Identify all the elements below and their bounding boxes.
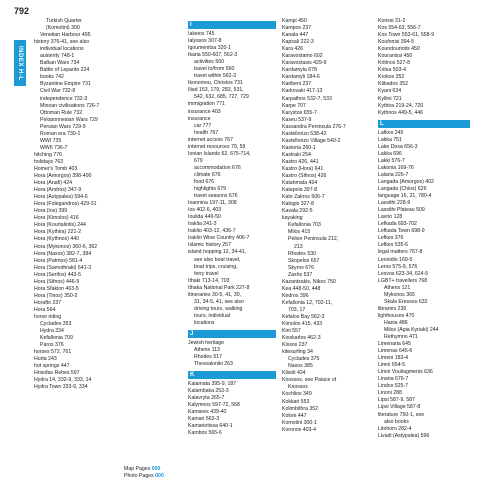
index-entry: Kampos 237 — [282, 25, 312, 32]
index-entry: libraries 236 — [378, 305, 407, 312]
index-entry: Rethymno 471 — [384, 334, 418, 341]
index-entry: Kastellorizo 538-42 — [282, 130, 327, 137]
index-entry: Kritsa 503-4 — [378, 67, 406, 74]
index-entry: Iraklia 241-3 — [188, 221, 217, 228]
map-pages-ref: Map Pages 000 — [124, 466, 161, 472]
index-entry: Kalymnos 597-72, 568 — [188, 402, 240, 409]
index-entry: Iakeios 745 — [188, 31, 215, 37]
index-entry: Kambos 565-6 — [188, 430, 222, 437]
index-entry: Paros 376 — [40, 342, 64, 349]
index-entry: kitesurfing 34 — [282, 349, 313, 356]
index-entry: Kyani 634 — [378, 88, 402, 95]
index-list-l — [378, 130, 470, 440]
index-entry: 703, 17 — [288, 306, 306, 313]
index-entry: see also boat travel, — [194, 256, 241, 263]
index-entry: Kardamyli 184-6 — [282, 74, 320, 81]
index-entry: Livadi (Astypalea) 596 — [378, 432, 430, 439]
index-entry: Lassithi Plateau 509 — [378, 207, 425, 214]
index-entry: 542, 632, 685, 727, 729 — [194, 94, 249, 101]
index-entry: Kefallonia 12, 702-11, — [282, 299, 333, 306]
index-entry: Kythira 219-24, 720 — [378, 102, 424, 109]
index-entry: Lavrio 128 — [378, 214, 403, 221]
index-entry: Kalamata 395-9, 187 — [188, 381, 237, 388]
index-entry: Lefkada Town 698-9 — [378, 228, 425, 235]
index-entry: Lesvos 623-34, 624-5 — [378, 270, 429, 277]
index-entry: Zaxhs 537 — [288, 271, 313, 278]
letter-heading-k: K — [188, 371, 276, 379]
index-entry: Kioskarlos 462-3 — [282, 335, 321, 342]
index-entry: Battle of Lepanto 224 — [40, 67, 90, 74]
index-entry: history 376-41, see also — [34, 39, 90, 46]
index-entry: Kefallonia 709 — [40, 335, 73, 342]
index-entry: Langada (Amorgos) 402 — [378, 178, 434, 185]
index-entry: Hora (Kythnos) 440 — [34, 236, 79, 243]
index-entry: Karavostasis 429-9 — [282, 60, 327, 67]
index-entry: Iliad 153, 179, 283, 531, — [188, 87, 244, 94]
index-entry: Kamares 439-40 — [188, 409, 227, 416]
index-entry: Kouranissi 450 — [378, 53, 413, 60]
index-entry: Hydra 334 — [40, 328, 64, 335]
index-entry: Lakka 751 — [378, 136, 402, 143]
index-entry: Kalavryta 265-7 — [188, 395, 225, 402]
index-entry: Kea 448-50, 448 — [282, 285, 321, 292]
index-entry: Milos 415 — [288, 229, 311, 236]
index-entry: Kritinos 527-8 — [378, 60, 411, 67]
index-side-tab: INDEX H-L — [14, 40, 26, 86]
index-entry: Linaria 676-7 — [378, 376, 409, 383]
index-entry: 31, 34-5, 41, see also — [194, 298, 244, 305]
index-entry: Hydra Town 333-9, 334 — [34, 384, 88, 391]
index-entry: Hrisofas Rehes 597 — [34, 370, 80, 377]
index-entry: Kalambaka 253-3 — [188, 388, 229, 395]
index-entry: Jewish heritage — [188, 339, 225, 346]
index-entry: Koloni 447 — [282, 412, 307, 419]
index-entry: Lafkos 245 — [378, 129, 404, 136]
index-entry: also books — [384, 418, 409, 425]
index-entry: horse riding — [34, 313, 62, 320]
index-list-j — [188, 340, 276, 368]
index-entry: Civil War 732-8 — [40, 88, 76, 95]
map-page-references — [124, 466, 164, 480]
index-entry: Limni 654-5 — [378, 362, 406, 369]
index-entry: Islamic history 257 — [188, 242, 231, 249]
index-entry: Kavala 292-5 — [282, 208, 313, 215]
index-entry: Hora (Andros) 347-9 — [34, 187, 82, 194]
index-entry: Turkish Quarter — [46, 18, 82, 24]
index-entry: Kastro (Hora) 641 — [282, 165, 324, 172]
index-entry: WWII 736-7 — [40, 144, 68, 151]
index-entry: Minoan civilisations 726-7 — [40, 102, 100, 109]
index-entry: Katapola 397-8 — [282, 187, 318, 194]
index-list-k-cont — [378, 18, 470, 117]
index-entry: Kardamyla 678 — [282, 67, 317, 74]
index-entry: food 676 — [194, 178, 215, 185]
index-entry: Limenas 645-6 — [378, 348, 413, 355]
index-entry: Milos (Agia Kyriaki) 244 — [384, 326, 439, 333]
index-entry: Athens 121 — [384, 284, 411, 291]
index-entry: Lakonia 169-76 — [378, 164, 414, 171]
index-entry: internet resources 79, 59 — [188, 143, 246, 150]
index-entry: Ithaki 713-14, 703 — [188, 277, 230, 284]
index-entry: Leros 575-9, 576 — [378, 263, 418, 270]
index-entry: Lindos 525-7 — [378, 383, 408, 390]
index-entry: Karpathos 532-7, 533 — [282, 95, 332, 102]
index-column-3 — [282, 18, 372, 434]
letter-heading-i: I — [188, 21, 276, 29]
index-entry: Ottoman Rule 732 — [40, 109, 83, 116]
index-entry: Kokkari 553 — [282, 398, 310, 405]
index-entry: Hora (Kourtaliotis) 244 — [34, 222, 86, 229]
index-entry: Kastoria 260-1 — [282, 144, 316, 151]
index-list-k — [188, 381, 276, 437]
index-entry: legal matters 767-8 — [378, 249, 423, 256]
index-entry: health 767 — [194, 129, 219, 136]
index-entry: Kos 554-63, 556-7 — [378, 25, 421, 32]
index-entry: WWI 735 — [40, 137, 62, 144]
index-entry: Hydra 14, 332-9, 333, 14 — [34, 377, 92, 384]
index-entry: Kaseu 537-9 — [282, 116, 312, 123]
index-entry: driving tours, walking — [194, 305, 243, 312]
index-entry: 213 — [294, 243, 303, 250]
index-entry: Korissi 31-2 — [378, 18, 406, 24]
index-entry: insurance 403 — [188, 108, 221, 115]
index-entry: Klisidi 424 — [282, 370, 306, 377]
index-column-1 — [34, 18, 170, 391]
index-entry: austerity 748-1 — [40, 53, 75, 60]
index-entry: Katogis 327-8 — [282, 201, 315, 208]
page-number: 792 — [14, 6, 30, 16]
index-entry: Kos Town 553-61, 558-9 — [378, 32, 435, 39]
index-entry: travel to/from 560 — [194, 66, 235, 73]
index-entry: Ios 402-6, 403 — [188, 207, 222, 214]
index-entry: Lefkada 693-702 — [378, 221, 417, 228]
letter-heading-j: J — [188, 330, 276, 338]
index-entry: Hora (Amorgos) 398-400 — [34, 173, 92, 180]
index-entry: Karavostamo 602 — [282, 53, 323, 60]
index-entry: books 742 — [40, 74, 64, 81]
index-entry: Homer's Tomb 403 — [34, 165, 78, 172]
index-entry: Krokos 352 — [378, 74, 405, 81]
index-entry: Ithaka National Park 227-8 — [188, 284, 250, 291]
index-entry: highlights 679 — [194, 186, 227, 193]
index-entry: holidays 763 — [34, 158, 64, 165]
index-entry: Balkan Wars 734 — [40, 60, 80, 67]
index-entry: Kazantzakis, Nikos 750 — [282, 278, 336, 285]
index-entry: Byzantine Empire 731 — [40, 81, 91, 88]
index-entry: Hora (Serifos) 443-5 — [34, 271, 81, 278]
index-entry: Kapsali 222-3 — [282, 39, 314, 46]
index-entry: Knossos — [288, 384, 308, 391]
index-entry: Persian Wars 729-9 — [40, 123, 86, 130]
index-entry: Kastellorizo Village 540-2 — [282, 137, 341, 144]
index-list-i — [188, 31, 276, 327]
index-entry: tours, individual — [194, 312, 231, 319]
index-entry: Iraklio 403-12, 436-7 — [188, 228, 236, 235]
index-entry: Hora (Naxos) 382-7, 384 — [34, 250, 92, 257]
index-entry: Hora (Samothraki) 641-3 — [34, 264, 92, 271]
index-entry: Skyros 676 — [288, 264, 314, 271]
index-entry: Lefkes 376 — [378, 235, 404, 242]
index-entry: Ioulida 449-50 — [188, 214, 221, 221]
index-entry: Kissos 237 — [282, 342, 308, 349]
index-entry: Ktikados 352 — [378, 81, 408, 88]
index-entry: Katahmata 424 — [282, 180, 318, 187]
index-entry: Ialyssos 307-8 — [188, 38, 222, 45]
index-entry: Athens 113 — [194, 347, 220, 354]
index-entry: Kyllini 721 — [378, 95, 402, 102]
index-entry: Kimolos 415, 433 — [282, 321, 323, 328]
index-entry: Kythnos 449-5, 446 — [378, 109, 423, 116]
index-entry: Knossos, see Palace of — [282, 377, 337, 384]
index-entry: Hora (Folegandros) 429-31 — [34, 201, 97, 208]
index-entry: hitching 776 — [34, 151, 62, 158]
index-entry: Ikaria 550-607, 562-3 — [188, 52, 238, 59]
index-entry: Rhodes 530 — [288, 250, 316, 257]
index-entry: Koundouriotis 450 — [378, 46, 420, 53]
index-entry: Kefallonia 703 — [288, 222, 321, 229]
index-entry: accommodation 676 — [194, 164, 241, 171]
index-entry: island hopping 12, 34-41, — [188, 249, 247, 256]
index-entry: Lipsi 587-9, 587 — [378, 397, 415, 404]
index-entry: Kastro (Sifnos) 426 — [282, 173, 327, 180]
index-entry: Komotini 300-1 — [282, 419, 317, 426]
index-entry: horses 572, 761 — [34, 349, 72, 356]
index-entry: Hora (Kimolos) 416 — [34, 215, 79, 222]
index-entry: car 777 — [194, 122, 212, 129]
index-entry: Koronos 403-4 — [282, 426, 317, 433]
index-entry: activities 560 — [194, 59, 224, 66]
index-entry: Hora (Astypalea) 594-6 — [34, 194, 88, 201]
index-entry: Kastro 426, 441 — [282, 158, 319, 165]
index-entry: Kastraki 254 — [282, 151, 311, 158]
index-entry: Rhodes 517 — [194, 354, 222, 361]
index-entry: Lakki 576-7 — [378, 157, 405, 164]
index-entry: Hora Sfakion 463-5 — [34, 285, 79, 292]
index-entry: Kato Zakros 506-7 — [282, 194, 325, 201]
index-entry: Kolimbithra 352 — [282, 405, 319, 412]
index-entry: Hania 486 — [384, 319, 408, 326]
index-entry: Venetian Harbour 495 — [40, 32, 91, 39]
index-entry: lighthouses 470 — [378, 312, 415, 319]
index-entry: climate 676 — [194, 171, 221, 178]
index-entry: immigration 771 — [188, 101, 225, 108]
index-entry: language 16, 21, 780-4 — [378, 193, 432, 200]
index-entry: Cyclades 375 — [288, 356, 320, 363]
index-entry: Hora (Kythira) 221-2 — [34, 229, 81, 236]
index-entry: Litohoro 282-4 — [378, 425, 412, 432]
index-entry: Kassandra Peninsula 276-7 — [282, 123, 346, 130]
index-entry: Kara 426 — [282, 46, 304, 53]
index-entry: Limenaria 645 — [378, 341, 411, 348]
index-entry: Kefalos Bay 562-3 — [282, 313, 325, 320]
index-entry: Hurta 243 — [34, 356, 57, 363]
index-entry: Ioannina 197-11, 308 — [188, 200, 237, 207]
index-entry: Karpe 707 — [282, 102, 306, 109]
index-entry: travel within 562-3 — [194, 73, 237, 80]
index-entry: Kanala 447 — [282, 32, 309, 39]
index-entry: Hora (Tinos) 350-2 — [34, 292, 78, 299]
index-entry: locations — [194, 319, 215, 326]
photo-pages-ref: Photo Pages 000 — [124, 473, 164, 479]
index-entry: Skala Eressou 632 — [384, 298, 428, 305]
index-entry: Kampi 450 — [282, 18, 307, 24]
index-entry: Iraklio Wine Country 406-7 — [188, 235, 250, 242]
index-entry: hot springs 447 — [34, 363, 70, 370]
index-entry: travel seasons 676 — [194, 193, 238, 200]
index-entry: Skopelos 657 — [288, 257, 320, 264]
index-entry: literature 750-1, see — [378, 411, 425, 418]
letter-heading-l: L — [378, 120, 470, 128]
index-entry: Kamari 563-3 — [188, 416, 220, 423]
index-entry: Hora 564 — [34, 306, 56, 313]
index-entry: Lakka 696 — [378, 150, 402, 157]
index-entry: Naxos 385 — [288, 363, 313, 370]
index-entry: Limni Vouliagmenis 636 — [378, 369, 433, 376]
index-entry: Limeni 183-4 — [378, 355, 408, 362]
index-entry: Kochlios 349 — [282, 391, 312, 398]
index-entry: Hora (Ios) 399 — [34, 208, 68, 215]
index-entry: boat trips, cruising, — [194, 263, 238, 270]
index-entry: Kini 557 — [282, 328, 301, 335]
index-entry: Hora (Anafi) 424 — [34, 180, 73, 187]
index-entry: Cyclades 353 — [40, 321, 72, 328]
index-entry: (Komotini) 300 — [46, 25, 80, 32]
index-entry: Linoni 288 — [378, 390, 402, 397]
index-entry: internet access 767 — [188, 136, 233, 143]
index-entry: Roman era 730-1 — [40, 130, 81, 137]
index-entry: Langada (Chios) 626 — [378, 186, 427, 193]
index-entry: ferry travel — [194, 270, 219, 277]
index-entry: Koufonisi 394-5 — [378, 39, 415, 46]
index-entry: kayaking — [282, 215, 303, 222]
index-entry: LGBT+ travellers 768 — [378, 277, 428, 284]
index-column-2 — [188, 18, 276, 438]
index-entry: insurance — [188, 115, 211, 122]
index-entry: Lalaria 226-7 — [378, 171, 409, 178]
index-entry: Karystos 655-7 — [282, 109, 317, 116]
index-entry: Mykonos 365 — [384, 291, 415, 298]
index-entry: Karibeni 237 — [282, 81, 312, 88]
index-entry: Thessaloniki 263 — [194, 361, 233, 368]
index-entry: Ionian Islands 62, 675-714, — [188, 150, 251, 157]
index-entry: Kamariotissa 640-1 — [188, 423, 233, 430]
index-entry: independence 732-3 — [40, 95, 88, 102]
index-entry: Hora (Patmos) 581-4 — [34, 257, 83, 264]
index-entry: itineraries 30-5, 41, 30, — [188, 291, 242, 298]
index-entry: Hora (Mykonos) 360-6, 362 — [34, 243, 98, 250]
index-entry: Peloponnesian Wars 729 — [40, 116, 98, 123]
index-entry: Karkovaki 417-13 — [282, 88, 323, 95]
index-entry: 679 — [194, 157, 203, 164]
index-entry: Igoumenitsa 320-1 — [188, 45, 231, 52]
index-entry: Lefkes 535-6 — [378, 242, 408, 249]
index-entry: Hora (Sifnos) 446-9 — [34, 278, 80, 285]
index-entry: Lipsi Village 587-8 — [378, 404, 421, 411]
index-entry: Pelion Peninsula 212, — [288, 236, 339, 243]
index-entry: Horafto 237 — [34, 299, 62, 306]
index-entry: Lake Doxa 656-3 — [378, 143, 418, 150]
index-column-4 — [378, 18, 470, 440]
index-entry: Kedros 396 — [282, 292, 309, 299]
index-entry: individual locations — [40, 46, 84, 53]
index-entry: Leonidio 169-5 — [378, 256, 413, 263]
index-entry: Lassithi 228-9 — [378, 200, 411, 207]
index-entry: Ikonomou, Christos 731 — [188, 80, 243, 87]
